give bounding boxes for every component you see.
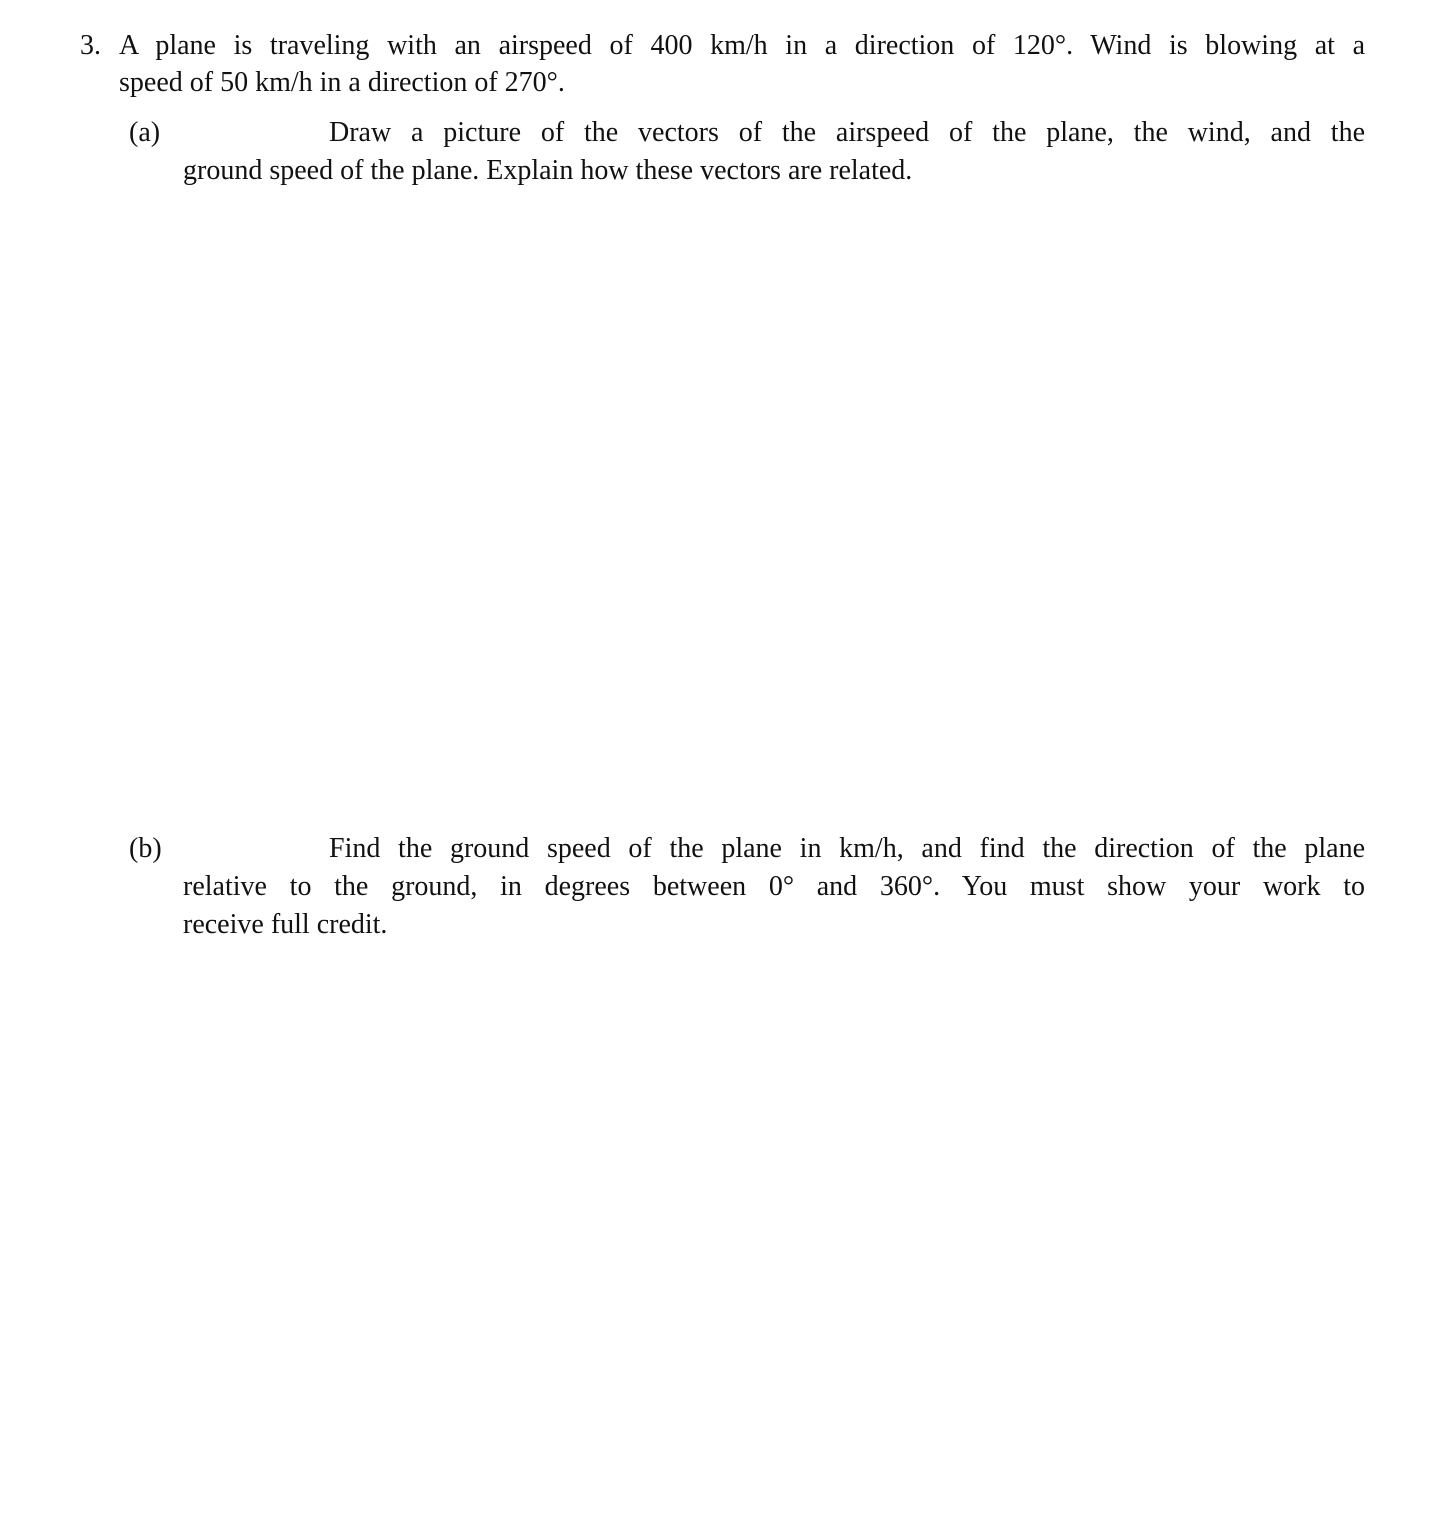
problem-statement-line-2: speed of 50 km/h in a direction of 270°. <box>119 67 565 98</box>
part-b-text-line-3: receive full credit. <box>183 909 388 940</box>
problem-statement-line-1: A plane is traveling with an airspeed of 400 km/h in a direction of 120°. Wind is blowing at a <box>119 30 1365 61</box>
part-b-answer-space <box>183 950 1365 1510</box>
part-a-answer-space <box>183 200 1365 820</box>
part-b-text-line-1: Find the ground speed of the plane in km/h, and find the direction of the plane <box>329 833 1365 864</box>
part-b-text-line-2: relative to the ground, in degrees between 0° and 360°. You must show your work to <box>183 871 1365 902</box>
part-a-text-line-2: ground speed of the plane. Explain how these vectors are related. <box>183 155 913 186</box>
part-a-label: (a) <box>129 117 161 148</box>
part-b-label: (b) <box>129 833 162 864</box>
part-a-text-line-1: Draw a picture of the vectors of the airspeed of the plane, the wind, and the <box>329 117 1365 148</box>
problem-number: 3. <box>80 30 101 61</box>
